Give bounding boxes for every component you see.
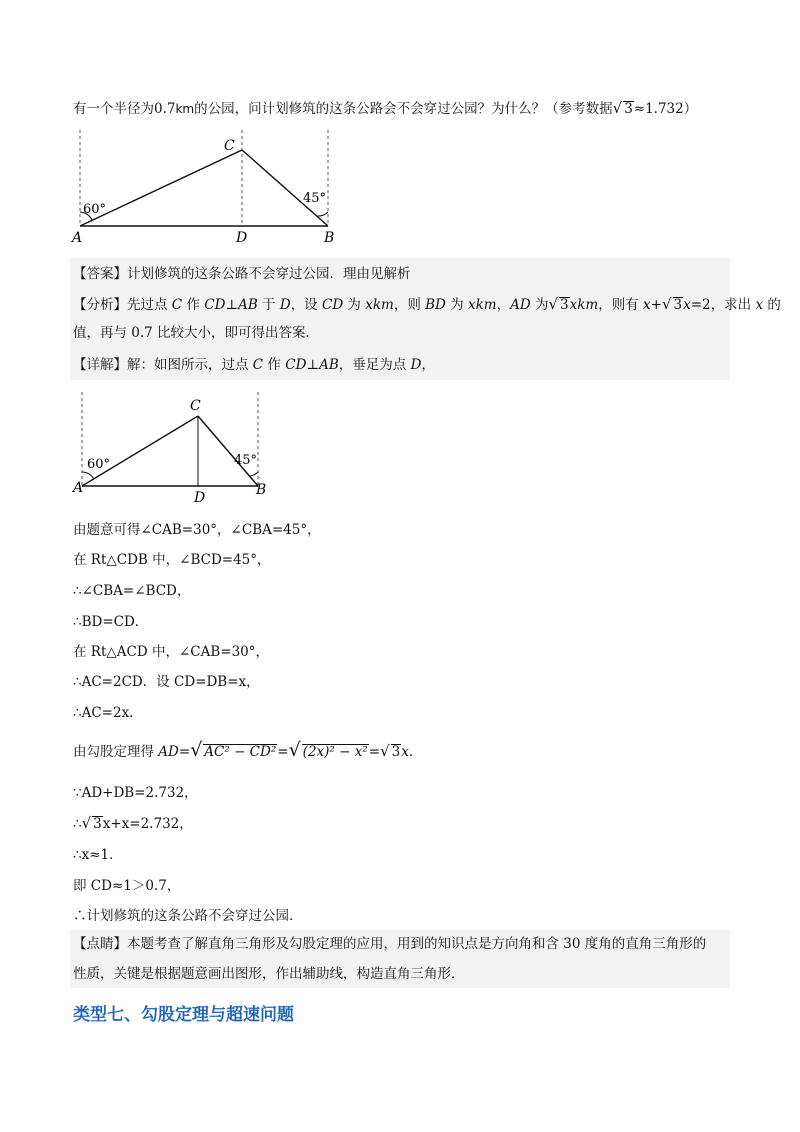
step-6: ∴AC=2CD．设 CD=DB=x， — [73, 674, 260, 690]
detail-text: 作 — [263, 357, 286, 373]
step-12: ∴计划修筑的这条公路不会穿过公园． — [73, 908, 303, 924]
analysis-text: 于 — [257, 297, 280, 313]
figure-1 — [70, 128, 340, 246]
step-sqrt-arg: 3 — [93, 816, 102, 832]
step-8: ∵AD+DB=2.732， — [73, 785, 198, 801]
sqrt-symbol: √ — [288, 739, 301, 761]
step-11: 即 CD≈1＞0.7， — [73, 878, 181, 894]
sqrt-symbol: √ — [661, 295, 672, 313]
analysis-var: x — [755, 297, 764, 313]
problem-intro — [73, 98, 697, 119]
figure-2 — [72, 390, 272, 504]
analysis-sqrt-arg: 3 — [673, 297, 683, 313]
analysis-text: + — [650, 297, 662, 313]
analysis-tag: 【分析】 — [73, 297, 127, 313]
analysis-text: 先过点 — [127, 297, 172, 313]
analysis-var: D — [279, 297, 291, 313]
answer-line — [73, 264, 411, 284]
comment-tag: 【点睛】 — [73, 936, 127, 952]
analysis-var: xkm — [467, 297, 497, 313]
fig2-label-a: A — [73, 480, 84, 496]
fig1-angle-60: 60° — [83, 202, 107, 217]
pythag-text: 由勾股定理得 — [73, 744, 159, 760]
step-5: 在 Rt△ACD 中，∠CAB=30°， — [73, 644, 270, 660]
step-text: ∴ — [73, 816, 82, 832]
fig1-angle-45: 45° — [303, 191, 327, 206]
fig1-label-b: B — [324, 230, 335, 246]
analysis-text: ，设 — [290, 297, 322, 313]
pythagoras-line — [73, 740, 422, 762]
intro-sqrt-arg: 3 — [624, 101, 633, 117]
comment-text-1: 本题考查了解直角三角形及勾股定理的应用，用到的知识点是方向角和含 30 度角的直角三角形的 — [127, 936, 707, 952]
pythag-text: = — [277, 744, 289, 760]
analysis-text: 作 — [182, 297, 205, 313]
analysis-text: 为 — [343, 297, 366, 313]
step-3: ∴∠CBA=∠BCD， — [73, 583, 191, 599]
step-1: 由题意可得∠CAB=30°，∠CBA=45°， — [73, 522, 321, 538]
analysis-var: x — [683, 297, 691, 313]
section-heading: 类型七、勾股定理与超速问题 — [73, 1005, 294, 1025]
detail-text: ，垂足为点 — [338, 357, 411, 373]
pythag-var: x — [401, 744, 409, 760]
fig2-label-b: B — [256, 482, 267, 498]
sqrt-symbol: √ — [380, 742, 390, 760]
step-7: ∴AC=2x． — [73, 705, 143, 721]
intro-text-b: 的公园，问计划修筑的这条公路会不会穿过公园？为什么？（参考数据 — [194, 101, 613, 117]
analysis-text: 的 — [763, 297, 781, 313]
pythag-var: AD — [158, 744, 179, 760]
fig1-label-a: A — [72, 230, 83, 246]
comment-line-1 — [73, 934, 706, 954]
pythag-text: ． — [408, 744, 423, 760]
step-10: ∴x≈1． — [73, 847, 123, 863]
analysis-var: xkm — [569, 297, 599, 313]
detail-var: CD⊥AB — [285, 357, 339, 373]
pythag-radicand: AC² − CD² — [204, 744, 277, 760]
sqrt-symbol: √ — [548, 295, 559, 313]
sqrt-symbol: √ — [81, 814, 92, 832]
analysis-text: ，则 — [393, 297, 426, 313]
sqrt-symbol: √ — [190, 739, 203, 761]
detail-text: ， — [421, 357, 435, 373]
detail-text: 解：如图所示，过点 — [127, 357, 253, 373]
analysis-text: 为 — [530, 297, 549, 313]
step-2: 在 Rt△CDB 中，∠BCD=45°， — [73, 552, 271, 568]
detail-line — [73, 355, 435, 375]
step-text: x+x=2.732， — [102, 816, 193, 832]
analysis-var: CD⊥AB — [204, 297, 258, 313]
pythag-text: = — [178, 744, 191, 760]
analysis-text: 为 — [445, 297, 468, 313]
fig1-label-c: C — [224, 138, 235, 154]
pythag-radicand: (2x)² − x² — [302, 744, 368, 760]
intro-approx: ≈1.732） — [633, 101, 698, 117]
analysis-text: =2，求出 — [690, 297, 756, 313]
analysis-var: BD — [425, 297, 446, 313]
analysis-var: x — [643, 297, 651, 313]
analysis-text: ， — [496, 297, 511, 313]
intro-radius: 0.7 — [154, 101, 176, 117]
detail-var: D — [410, 357, 422, 373]
sqrt-symbol: √ — [612, 99, 623, 117]
step-4: ∴BD=CD． — [73, 614, 149, 630]
fig1-label-d: D — [236, 230, 248, 246]
detail-var: C — [252, 357, 264, 373]
pythag-radicand: 3 — [391, 744, 401, 760]
analysis-text: ，则有 — [598, 297, 644, 313]
fig2-label-c: C — [190, 398, 201, 414]
analysis-line-2: 值，再与 0.7 比较大小，即可得出答案． — [73, 325, 320, 341]
answer-text: 计划修筑的这条公路不会穿过公园．理由见解析 — [127, 266, 411, 282]
analysis-var: C — [171, 297, 183, 313]
analysis-var: CD — [321, 297, 344, 313]
intro-text-a: 有一个半径为 — [73, 101, 154, 117]
intro-unit: km — [175, 102, 195, 116]
analysis-var: AD — [510, 297, 531, 313]
fig2-label-d: D — [194, 490, 206, 504]
analysis-sqrt-arg: 3 — [560, 297, 569, 313]
comment-line-2: 性质，关键是根据题意画出图形，作出辅助线，构造直角三角形． — [73, 966, 465, 982]
fig2-angle-60: 60° — [87, 457, 111, 472]
detail-tag: 【详解】 — [73, 357, 127, 373]
step-9 — [73, 813, 193, 834]
pythag-text: = — [368, 744, 381, 760]
analysis-line-1 — [73, 294, 781, 315]
fig2-angle-45: 45° — [234, 453, 258, 468]
analysis-var: xkm — [365, 297, 394, 313]
answer-tag: 【答案】 — [73, 266, 127, 282]
